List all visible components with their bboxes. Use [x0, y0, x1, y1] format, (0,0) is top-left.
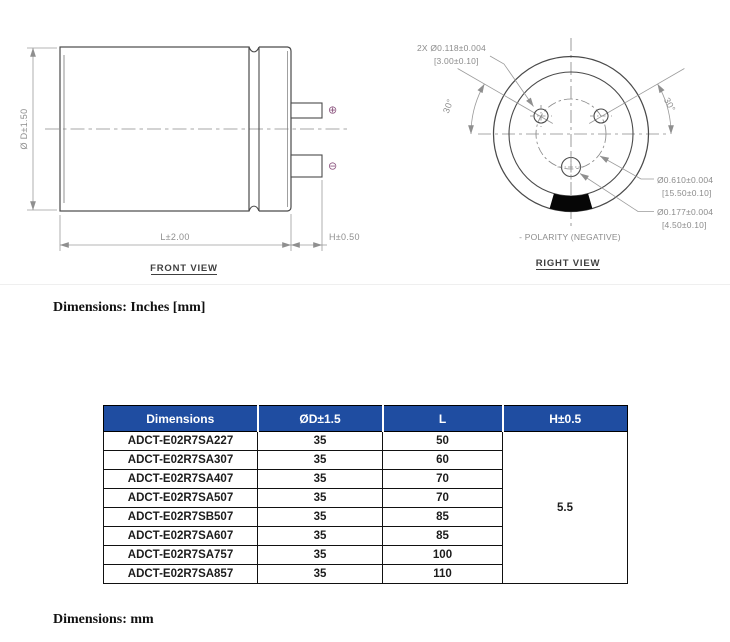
front-view-drawing — [19, 47, 360, 275]
diameter-value: 35 — [258, 470, 383, 489]
pitch-circle-dim-line1: Ø0.610±0.004 — [657, 175, 714, 185]
header-length: L — [383, 406, 503, 432]
positive-terminal-pin — [291, 103, 322, 118]
terminal-height-dimension-label: H±0.50 — [329, 232, 360, 242]
diameter-dimension-label: Ø D±1.50 — [19, 108, 29, 150]
left-radial-line — [458, 69, 553, 124]
angle-dimension-right — [658, 84, 678, 134]
length-dimension-label: L±2.00 — [160, 232, 190, 242]
diameter-value: 35 — [258, 432, 383, 451]
diameter-value: 35 — [258, 565, 383, 584]
length-value: 100 — [383, 546, 503, 565]
length-value: 85 — [383, 527, 503, 546]
pitch-circle-dim-line2: [15.50±0.10] — [662, 188, 712, 198]
terminal-hole-dim-line2: [3.00±0.10] — [434, 56, 479, 66]
table-units-note: Dimensions: mm — [53, 612, 154, 627]
length-value: 50 — [383, 432, 503, 451]
length-dimension — [60, 180, 360, 251]
part-number: ADCT-E02R7SA757 — [104, 546, 258, 565]
positive-terminal-symbol: ⊕ — [328, 104, 338, 117]
part-number: ADCT-E02R7SA307 — [104, 451, 258, 470]
angle-dimension-left — [441, 84, 484, 134]
drawing-units-note: Dimensions: Inches [mm] — [53, 300, 206, 315]
header-dimensions: Dimensions — [104, 406, 258, 432]
angle-right-label: 30° — [661, 95, 678, 114]
diameter-value: 35 — [258, 508, 383, 527]
vent-hole — [558, 154, 585, 181]
part-number: ADCT-E02R7SA407 — [104, 470, 258, 489]
front-view-label: FRONT VIEW — [150, 263, 218, 274]
part-number: ADCT-E02R7SA607 — [104, 527, 258, 546]
polarity-note: - POLARITY (NEGATIVE) — [519, 232, 621, 242]
length-value: 70 — [383, 489, 503, 508]
header-diameter: ØD±1.5 — [258, 406, 383, 432]
technical-drawing — [0, 0, 730, 290]
length-value: 110 — [383, 565, 503, 584]
dimensions-table — [103, 405, 628, 584]
angle-left-label: 30° — [441, 97, 456, 115]
vent-hole-dim-line2: [4.50±0.10] — [662, 220, 707, 230]
diameter-value: 35 — [258, 451, 383, 470]
diameter-value: 35 — [258, 527, 383, 546]
diameter-value: 35 — [258, 546, 383, 565]
length-value: 70 — [383, 470, 503, 489]
right-view-label: RIGHT VIEW — [535, 258, 601, 269]
terminal-hole-left — [530, 105, 552, 127]
part-number: ADCT-E02R7SB507 — [104, 508, 258, 527]
vent-hole-dim-line1: Ø0.177±0.004 — [657, 207, 714, 217]
height-shared-value: 5.5 — [503, 432, 628, 584]
negative-terminal-pin — [291, 155, 322, 177]
header-height: H±0.5 — [503, 406, 628, 432]
terminal-hole-leader — [490, 56, 534, 107]
part-number: ADCT-E02R7SA227 — [104, 432, 258, 451]
negative-terminal-symbol: ⊖ — [328, 160, 338, 173]
diameter-value: 35 — [258, 489, 383, 508]
right-view-drawing — [417, 38, 713, 270]
negative-polarity-mark — [550, 194, 593, 212]
table-row — [104, 432, 628, 451]
length-value: 85 — [383, 508, 503, 527]
part-number: ADCT-E02R7SA507 — [104, 489, 258, 508]
part-number: ADCT-E02R7SA857 — [104, 565, 258, 584]
terminal-hole-dim-line1: 2X Ø0.118±0.004 — [417, 43, 486, 53]
length-value: 60 — [383, 451, 503, 470]
table-header-row — [104, 406, 628, 432]
section-divider — [0, 284, 730, 285]
